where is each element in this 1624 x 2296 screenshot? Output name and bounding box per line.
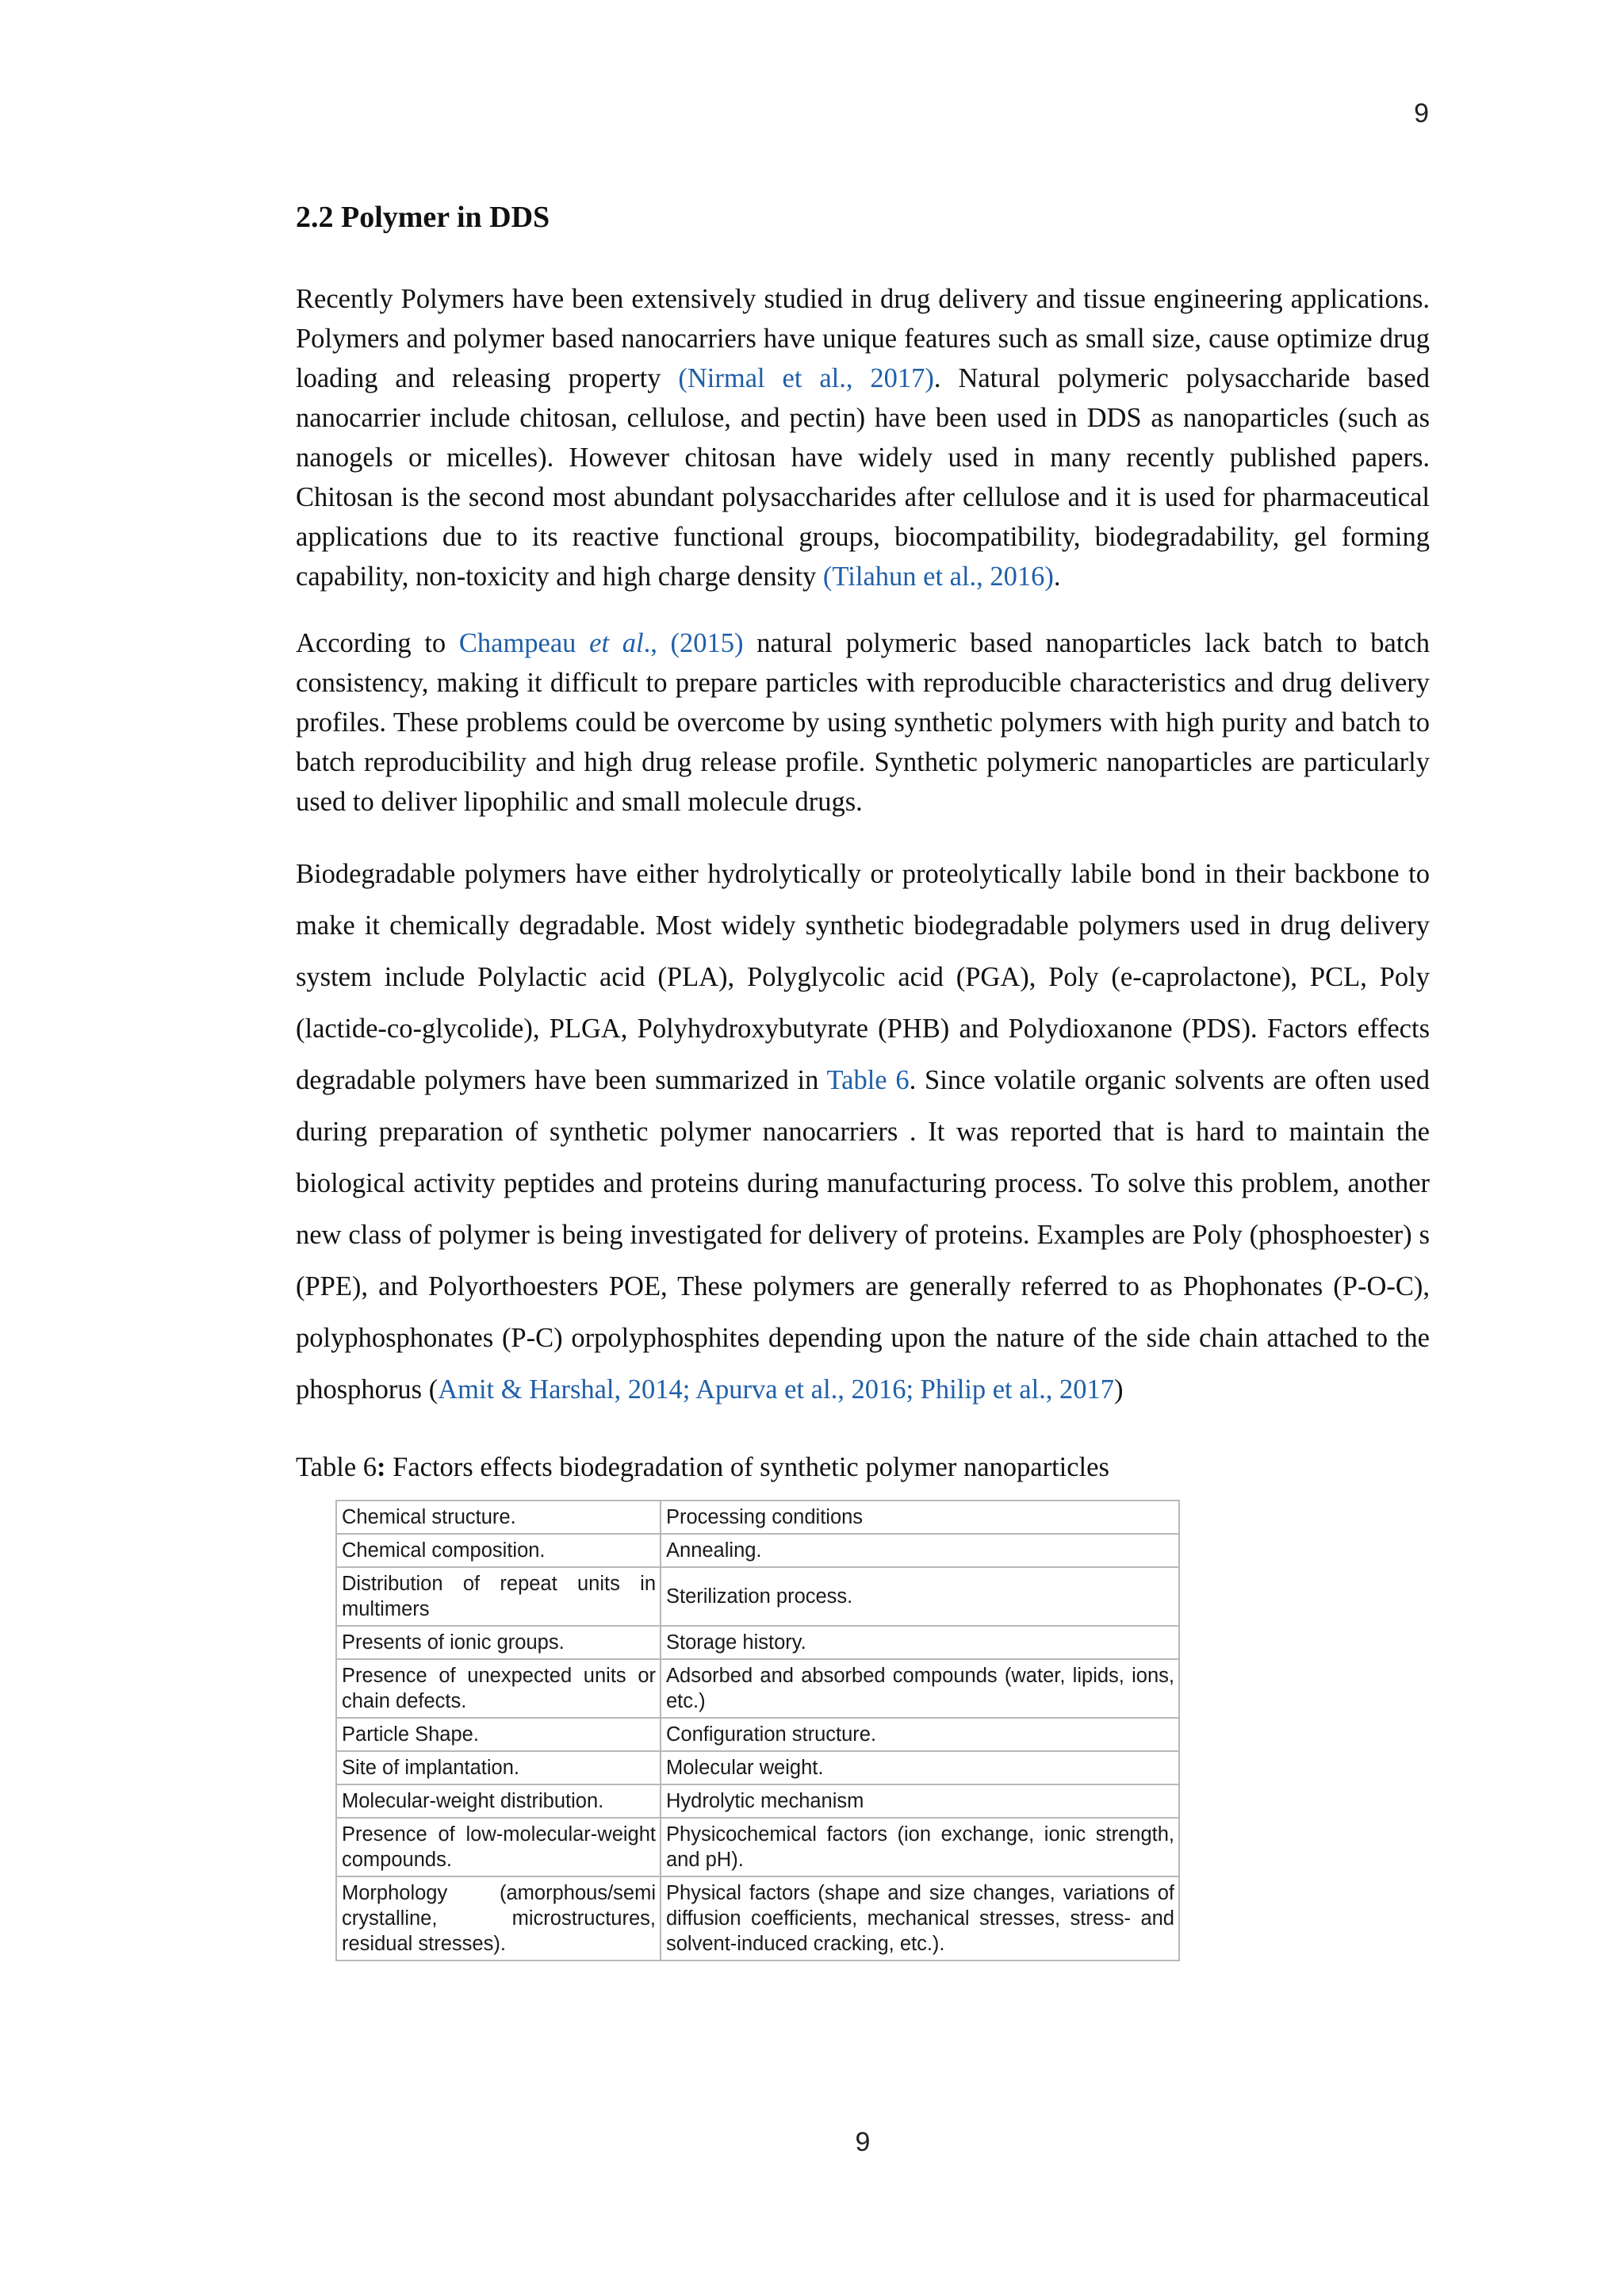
table-cell: Physical factors (shape and size changes, variations of diffusion coefficients, mechanical stresses, stress- and solvent-induced cracking, etc.). (661, 1876, 1179, 1961)
table-row (336, 1718, 1179, 1751)
table-row (336, 1751, 1179, 1784)
paragraph-text: Recently Polymers have been extensively studied in drug delivery and tissue engineering applications. Polymers and polymer based nanocarriers have unique features such as small size, cause optimize drug loading and releasing property (296, 284, 1430, 393)
page-number-top: 9 (1414, 98, 1429, 128)
table-cell: Distribution of repeat units in multimers (336, 1567, 661, 1626)
table-cell: Morphology (amorphous/semi crystalline, microstructures, residual stresses). (336, 1876, 661, 1961)
citation-link[interactable]: Amit & Harshal, 2014; Apurva et al., 2016; Philip et al., 2017 (438, 1374, 1115, 1405)
table-cell: Molecular-weight distribution. (336, 1784, 661, 1818)
table-row (336, 1876, 1179, 1961)
table-caption-text: Factors effects biodegradation of synthetic polymer nanoparticles (385, 1452, 1109, 1482)
table-cell: Particle Shape. (336, 1718, 661, 1751)
table-cell: Molecular weight. (661, 1751, 1179, 1784)
factors-table (335, 1500, 1180, 1961)
citation-link[interactable]: (Tilahun et al., 2016) (822, 562, 1054, 592)
page-content (296, 190, 1430, 1961)
table-cell: Adsorbed and absorbed compounds (water, lipids, ions, etc.) (661, 1659, 1179, 1718)
paragraph-text: According to (296, 628, 459, 658)
citation-year: ., (2015) (643, 628, 744, 658)
citation-link[interactable] (459, 628, 744, 658)
table-cell: Physicochemical factors (ion exchange, ionic strength, and pH). (661, 1818, 1179, 1876)
citation-author: Champeau (458, 628, 590, 658)
table-row (336, 1784, 1179, 1818)
table-row (336, 1567, 1179, 1626)
paragraph-text: . (1053, 562, 1061, 592)
table-cell: Sterilization process. (661, 1567, 1179, 1626)
table-cell: Hydrolytic mechanism (661, 1784, 1179, 1818)
citation-etal: et al (589, 628, 644, 658)
paragraph-synthetic-polymers (296, 623, 1430, 822)
table-row (336, 1818, 1179, 1876)
table-cell: Storage history. (661, 1626, 1179, 1659)
table-row (336, 1534, 1179, 1567)
paragraph-text: natural polymeric based nanoparticles lack batch to batch consistency, making it difficult to prepare particles with reproducible characteristics and drug delivery profiles. These problems could be overcome by using synthetic polymers with high purity and batch to batch reproducibility and high drug release profile. Synthetic polymeric nanoparticles are particularly used to deliver lipophilic and small molecule drugs. (296, 628, 1431, 817)
table-cell: Site of implantation. (336, 1751, 661, 1784)
table-row (336, 1501, 1179, 1534)
paragraph-text: ) (1114, 1374, 1124, 1405)
table-row (336, 1659, 1179, 1718)
table-row (336, 1626, 1179, 1659)
table-cell: Presents of ionic groups. (336, 1626, 661, 1659)
table-cell: Annealing. (661, 1534, 1179, 1567)
table-reference-link[interactable]: Table 6 (826, 1065, 910, 1095)
paragraph-text: . Natural polymeric polysaccharide based nanocarrier include chitosan, cellulose, and pectin) have been used in DDS as nanoparticles (such as nanogels or micelles). However chitosan have widely used in many recently published papers. Chitosan is the second most abundant polysaccharides after cellulose and it is used for pharmaceutical applications due to its reactive functional groups, biocompatibility, biodegradability, gel forming capability, non-toxicity and high charge density (296, 363, 1430, 592)
table-cell: Chemical structure. (336, 1501, 661, 1534)
section-title: 2.2 Polymer in DDS (296, 201, 550, 234)
paragraph-biodegradable-polymers (296, 849, 1430, 1416)
table-caption-colon: : (377, 1452, 386, 1482)
table-caption-label: Table 6 (296, 1452, 377, 1482)
paragraph-polymers-intro (296, 279, 1430, 596)
page-number-bottom: 9 (855, 2127, 871, 2157)
paragraph-text: Biodegradable polymers have either hydrolytically or proteolytically labile bond in their backbone to make it chemically degradable. Most widely synthetic biodegradable polymers used in drug delivery system include Polylactic acid (PLA), Polyglycolic acid (PGA), Poly (e-caprolactone), PCL, Poly (lactide-co-glycolide), PLGA, Polyhydroxybutyrate (PHB) and Polydioxanone (PDS). Factors effects degradable polymers have been summarized in (296, 859, 1430, 1095)
table-cell: Configuration structure. (661, 1718, 1179, 1751)
table-cell: Chemical composition. (336, 1534, 661, 1567)
table-cell: Presence of low-molecular-weight compounds. (336, 1818, 661, 1876)
table-cell: Presence of unexpected units or chain defects. (336, 1659, 661, 1718)
table-cell: Processing conditions (661, 1501, 1179, 1534)
citation-link[interactable]: (Nirmal et al., 2017) (678, 363, 934, 393)
paragraph-text: . Since volatile organic solvents are often used during preparation of synthetic polymer nanocarriers . It was reported that is hard to maintain the biological activity peptides and proteins during manufacturing process. To solve this problem, another new class of polymer is being investigated for delivery of proteins. Examples are Poly (phosphoester) s (PPE), and Polyorthoesters POE, These polymers are generally referred to as Phophonates (P-O-C), polyphosphonates (P-C) orpolyphosphites depending upon the nature of the side chain attached to the phosphorus ( (296, 1065, 1430, 1405)
table-caption (296, 1447, 1430, 1487)
